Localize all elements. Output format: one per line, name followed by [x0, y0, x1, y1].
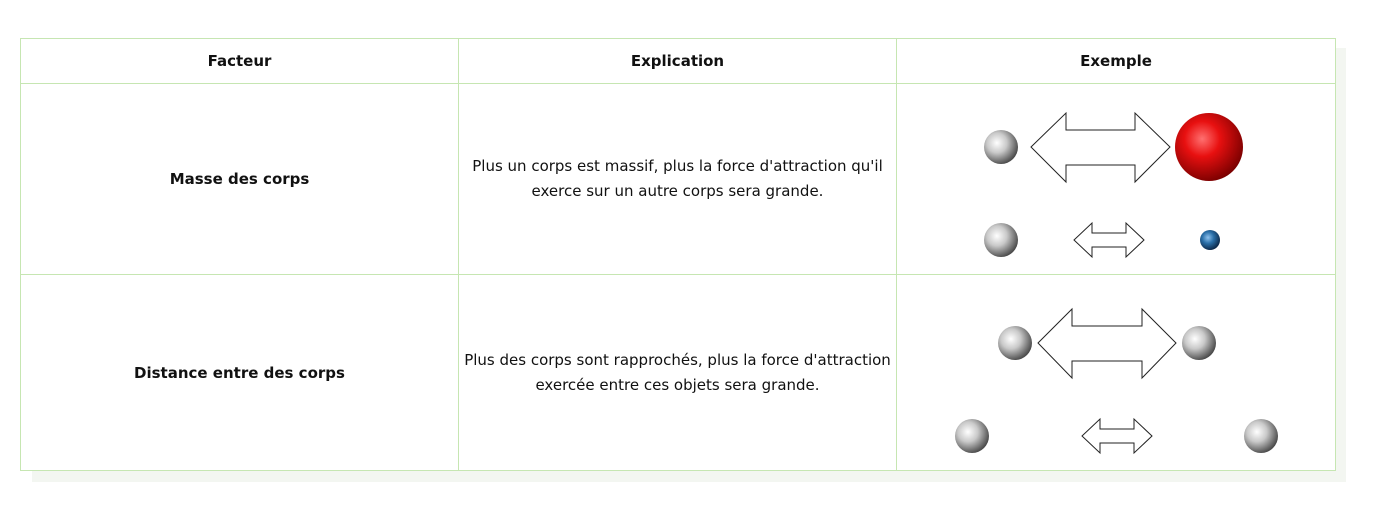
explanation-mass: Plus un corps est massif, plus la force d'attraction qu'il exerce sur un autre corps sera grande.	[459, 84, 897, 275]
silver-sphere-icon	[1244, 419, 1278, 453]
distance-illustration	[897, 275, 1334, 470]
silver-sphere-icon	[984, 223, 1018, 257]
header-row	[21, 39, 1336, 84]
header-exemple: Exemple	[897, 39, 1336, 84]
factors-table	[20, 38, 1336, 471]
factor-distance: Distance entre des corps	[21, 275, 459, 471]
table-row	[21, 275, 1336, 471]
example-mass	[897, 84, 1336, 275]
mass-illustration	[897, 84, 1334, 274]
small-double-arrow-icon	[1082, 419, 1152, 453]
explanation-distance: Plus des corps sont rapprochés, plus la force d'attraction exercée entre ces objets sera grande.	[459, 275, 897, 471]
factor-mass: Masse des corps	[21, 84, 459, 275]
small-double-arrow-icon	[1074, 223, 1144, 257]
silver-sphere-icon	[955, 419, 989, 453]
example-distance	[897, 275, 1336, 471]
header-facteur: Facteur	[21, 39, 459, 84]
large-double-arrow-icon	[1038, 309, 1176, 378]
small-blue-sphere-icon	[1200, 230, 1220, 250]
large-red-sphere-icon	[1175, 113, 1243, 181]
silver-sphere-icon	[998, 326, 1032, 360]
large-double-arrow-icon	[1031, 113, 1170, 182]
silver-sphere-icon	[1182, 326, 1216, 360]
header-explication: Explication	[459, 39, 897, 84]
silver-sphere-icon	[984, 130, 1018, 164]
table-row	[21, 84, 1336, 275]
